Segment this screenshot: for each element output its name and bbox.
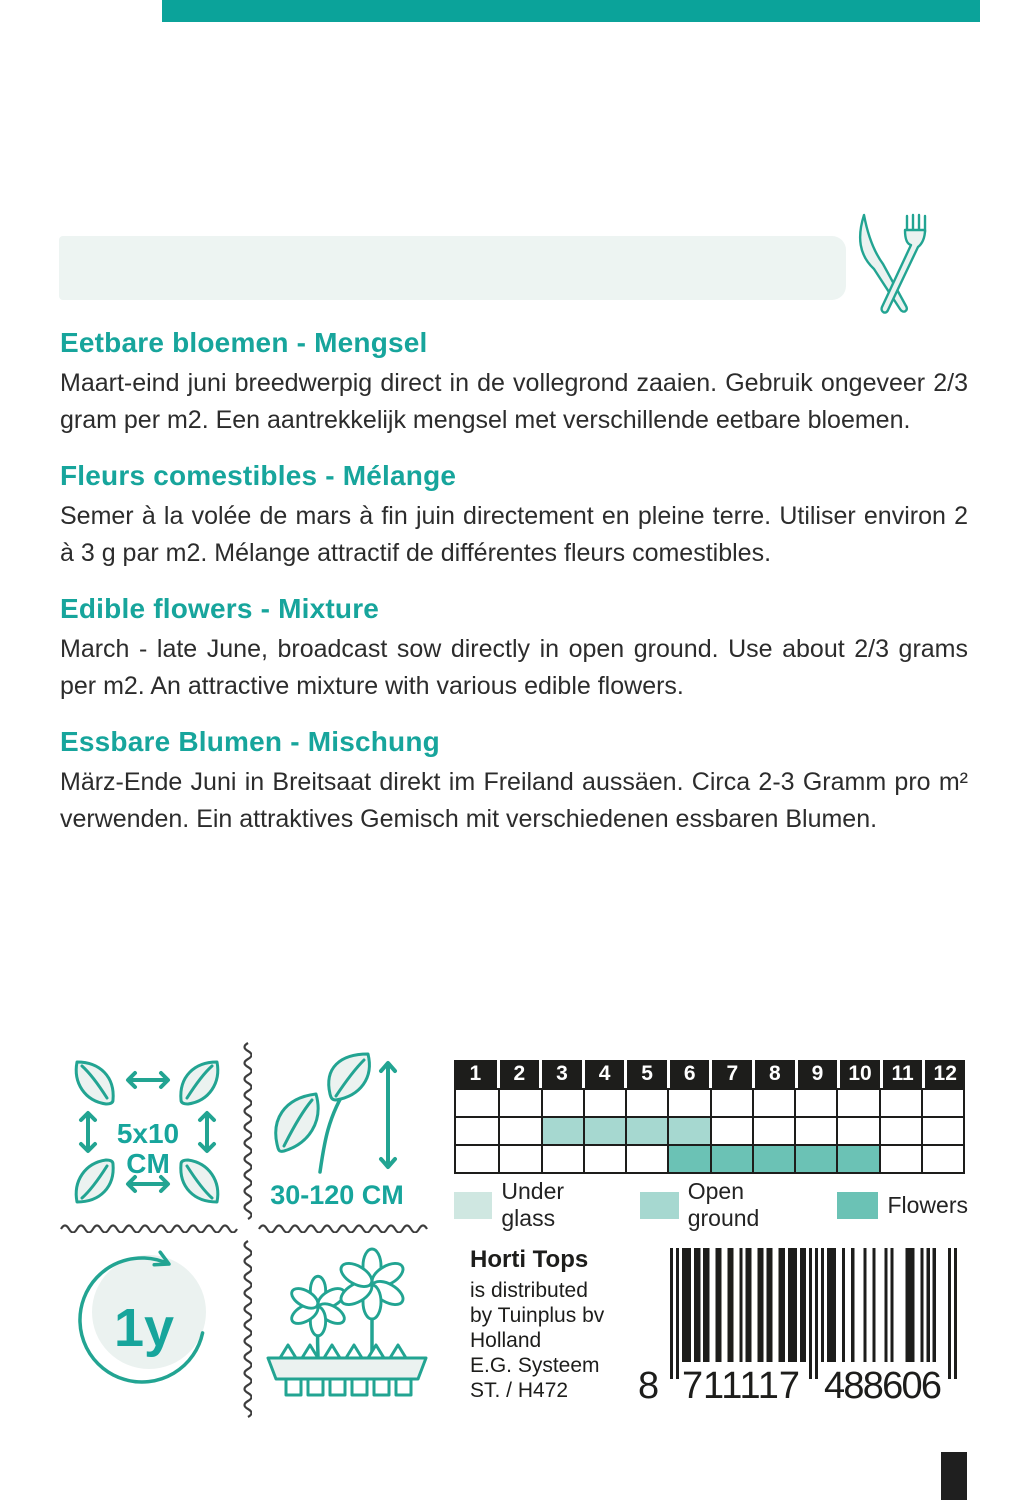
legend-item-flowers [837, 1192, 968, 1219]
calendar-cell-under_glass-11 [879, 1090, 921, 1116]
cutlery-icon [848, 212, 936, 318]
calendar-month-1: 1 [454, 1060, 497, 1088]
calendar-body [454, 1088, 965, 1174]
spacing-icon [55, 1056, 240, 1208]
barcode-bars [670, 1248, 957, 1379]
calendar-cell-open_ground-2 [498, 1116, 540, 1144]
section-dutch [60, 327, 968, 438]
calendar-cell-open_ground-9 [794, 1116, 836, 1144]
annual-cycle-label: 1y [113, 1298, 175, 1358]
calendar-row-open_ground [456, 1116, 963, 1144]
legend-swatch-flowers [837, 1192, 878, 1219]
distributor-line: is distributed [470, 1279, 588, 1302]
legend-label: Flowers [887, 1191, 968, 1218]
print-registration-mark [941, 1452, 967, 1500]
section-french [60, 460, 968, 571]
calendar-cell-under_glass-12 [921, 1090, 963, 1116]
wavy-divider-horizontal-1 [60, 1221, 238, 1233]
calendar-month-7: 7 [709, 1060, 752, 1088]
distributor-name: Horti Tops [470, 1246, 589, 1273]
spacing-unit: CM [126, 1148, 170, 1179]
calendar-cell-under_glass-6 [667, 1090, 709, 1116]
barcode-digits-group1: 711117 [682, 1365, 800, 1407]
calendar-month-4: 4 [582, 1060, 625, 1088]
top-accent-bar [162, 0, 980, 22]
wavy-divider-vertical-2 [240, 1240, 252, 1418]
calendar-cell-open_ground-12 [921, 1116, 963, 1144]
calendar-cell-flowers-8 [752, 1144, 794, 1172]
calendar-month-3: 3 [539, 1060, 582, 1088]
section-heading-en: Edible flowers - Mixture [60, 593, 380, 624]
calendar-cell-under_glass-8 [752, 1090, 794, 1116]
section-heading-de: Essbare Blumen - Mischung [60, 726, 440, 757]
section-heading-fr: Fleurs comestibles - Mélange [60, 460, 457, 491]
barcode-digit-left: 8 [638, 1365, 660, 1407]
section-body-nl: Maart-eind juni breedwerpig direct in de vollegrond zaaien. Gebruik ongeveer 2/3 gram per m2. Een aantrekkelijk mengsel met verschillende eetbare bloemen. [60, 369, 968, 434]
calendar-month-12: 12 [922, 1060, 965, 1088]
calendar-legend [454, 1178, 968, 1232]
flower-planter-icon [266, 1246, 428, 1398]
calendar-month-8: 8 [752, 1060, 795, 1088]
calendar-row-under_glass [456, 1090, 963, 1116]
spacing-value: 5x10 [116, 1118, 180, 1149]
calendar-cell-under_glass-9 [794, 1090, 836, 1116]
height-range-label: 30-120 CM [270, 1180, 404, 1210]
calendar-cell-open_ground-3 [541, 1116, 583, 1144]
section-body-en: March - late June, broadcast sow directly in open ground. Use about 2/3 grams per m2. An attractive mixture with various edible flowers. [60, 635, 968, 700]
calendar-month-9: 9 [795, 1060, 838, 1088]
calendar-cell-under_glass-4 [583, 1090, 625, 1116]
distributor-line: E.G. Systeem [470, 1354, 600, 1377]
ean13-barcode [628, 1246, 964, 1410]
legend-label: Under glass [501, 1178, 565, 1231]
sowing-calendar [454, 1060, 965, 1174]
plant-height-icon [268, 1052, 408, 1178]
calendar-month-6: 6 [667, 1060, 710, 1088]
planter-pickets [286, 1379, 411, 1395]
calendar-cell-open_ground-10 [836, 1116, 878, 1144]
calendar-cell-open_ground-4 [583, 1116, 625, 1144]
distributor-line: by Tuinplus bv [470, 1304, 605, 1327]
calendar-cell-flowers-9 [794, 1144, 836, 1172]
calendar-cell-under_glass-10 [836, 1090, 878, 1116]
wavy-divider-horizontal-2 [258, 1221, 428, 1233]
calendar-cell-flowers-1 [456, 1144, 498, 1172]
legend-item-under_glass [454, 1178, 616, 1232]
calendar-cell-flowers-7 [710, 1144, 752, 1172]
calendar-cell-flowers-2 [498, 1144, 540, 1172]
calendar-cell-under_glass-1 [456, 1090, 498, 1116]
legend-swatch-under_glass [454, 1192, 492, 1219]
calendar-cell-under_glass-2 [498, 1090, 540, 1116]
calendar-cell-open_ground-6 [667, 1116, 709, 1144]
calendar-cell-flowers-10 [836, 1144, 878, 1172]
calendar-cell-flowers-6 [667, 1144, 709, 1172]
calendar-month-header [454, 1060, 965, 1088]
calendar-cell-under_glass-7 [710, 1090, 752, 1116]
calendar-cell-open_ground-1 [456, 1116, 498, 1144]
calendar-cell-open_ground-5 [625, 1116, 667, 1144]
calendar-cell-open_ground-8 [752, 1116, 794, 1144]
calendar-cell-flowers-12 [921, 1144, 963, 1172]
calendar-cell-under_glass-5 [625, 1090, 667, 1116]
calendar-cell-open_ground-7 [710, 1116, 752, 1144]
calendar-row-flowers [456, 1144, 963, 1172]
annual-cycle-icon [72, 1250, 212, 1390]
distributor-line: Holland [470, 1329, 542, 1352]
wavy-divider-vertical-1 [240, 1042, 252, 1220]
calendar-month-10: 10 [837, 1060, 880, 1088]
calendar-cell-open_ground-11 [879, 1116, 921, 1144]
calendar-month-2: 2 [497, 1060, 540, 1088]
legend-swatch-open_ground [640, 1192, 678, 1219]
section-heading-nl: Eetbare bloemen - Mengsel [60, 327, 428, 358]
barcode-digits-group2: 488606 [824, 1365, 942, 1407]
section-body-de: März-Ende Juni in Breitsaat direkt im Freiland aussäen. Circa 2-3 Gramm pro m² verwenden. Ein attraktives Gemisch mit verschiedenen essbaren Blumen. [60, 768, 968, 833]
calendar-cell-flowers-11 [879, 1144, 921, 1172]
calendar-cell-flowers-3 [541, 1144, 583, 1172]
calendar-cell-flowers-4 [583, 1144, 625, 1172]
instructions [60, 327, 968, 837]
calendar-month-5: 5 [624, 1060, 667, 1088]
section-body-fr: Semer à la volée de mars à fin juin directement en pleine terre. Utiliser environ 2 à 3 g par m2. Mélange attractif de différentes fleurs comestibles. [60, 502, 968, 567]
distributor-info [470, 1246, 640, 1403]
section-english [60, 593, 968, 704]
distributor-line: ST. / H472 [470, 1379, 569, 1402]
legend-label: Open ground [687, 1178, 760, 1231]
calendar-cell-under_glass-3 [541, 1090, 583, 1116]
title-banner [59, 236, 846, 300]
height-arrow [381, 1063, 395, 1167]
legend-item-open_ground [640, 1178, 813, 1232]
section-german [60, 726, 968, 837]
calendar-cell-flowers-5 [625, 1144, 667, 1172]
calendar-month-11: 11 [880, 1060, 923, 1088]
